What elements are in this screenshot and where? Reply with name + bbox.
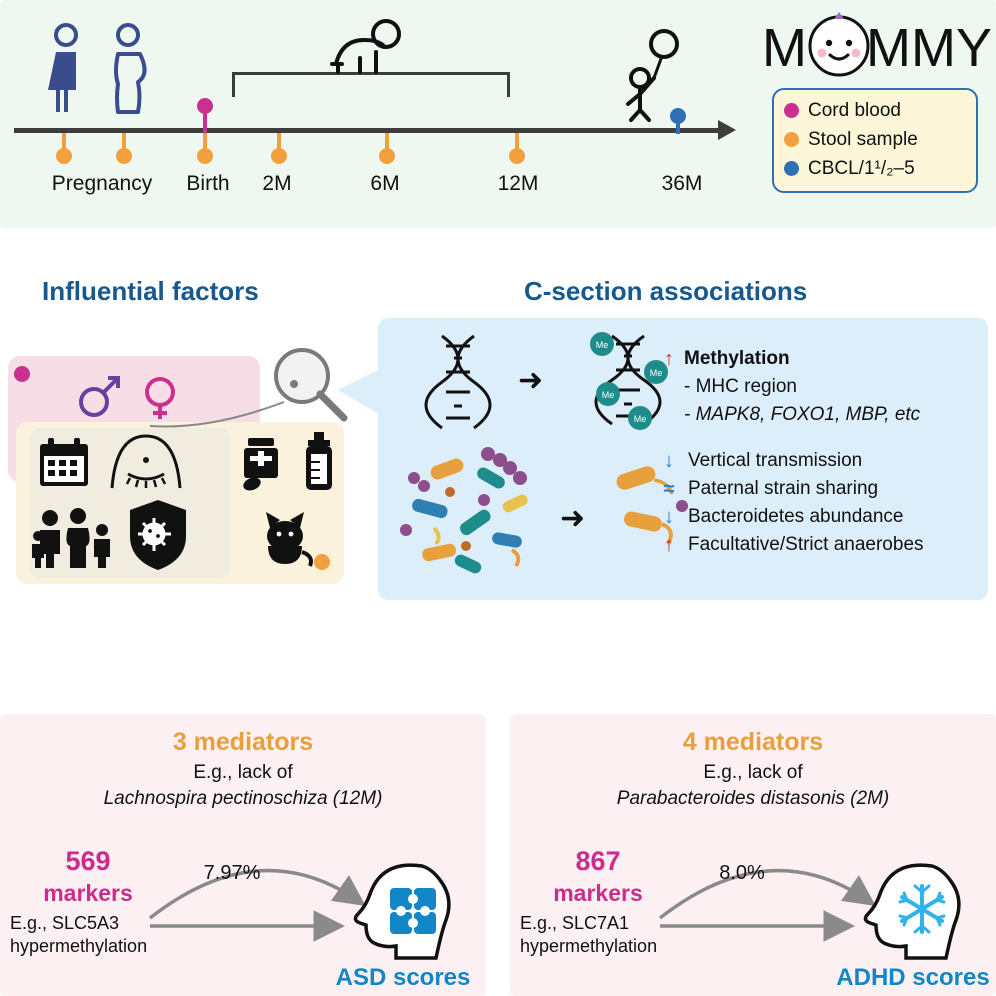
calendar-icon (38, 438, 90, 488)
stool-sample-dot (314, 554, 330, 570)
adhd-mediation-panel (510, 714, 996, 996)
mommy-logo-svg (762, 12, 992, 82)
stool-sample-dot (509, 148, 525, 164)
baby-cheek-left-icon (818, 49, 827, 58)
adhd-mediators-example (510, 760, 996, 812)
adhd-direct-arrow (660, 914, 860, 938)
legend-item-stool-sample (784, 125, 966, 154)
timeline-stalk-birth-cord (203, 112, 207, 134)
bacteroidetes-down-arrow-icon: ↓ (664, 506, 674, 528)
toddler-icon (616, 22, 682, 120)
stool-sample-dot (116, 148, 132, 164)
asd-mediators-example-line2: Lachnospira pectinoschiza (12M) (103, 788, 383, 809)
baby-cheek-right-icon (852, 49, 861, 58)
influential-cream-card (16, 422, 344, 584)
woman-icon (48, 25, 76, 112)
csection-associations-title: C-section associations (524, 276, 808, 306)
cord-blood-dot-icon (784, 103, 799, 118)
svg-text:Me: Me (649, 368, 663, 378)
magnifier-connector (150, 396, 290, 432)
bacteroidetes-label: Bacteroidetes abundance (688, 506, 904, 527)
adhd-markers-example-line2: hypermethylation (520, 936, 658, 956)
baby-face-icon (810, 17, 868, 75)
formula-bottle-icon (298, 432, 340, 492)
asd-direct-arrow (150, 914, 350, 938)
timeline-label-birth: Birth (186, 172, 230, 195)
stool-sample-dot (271, 148, 287, 164)
timeline-panel (0, 0, 996, 228)
methylation-finding-label: Methylation (684, 348, 790, 369)
cbcl-dot (670, 108, 686, 124)
methylation-up-arrow-icon: ↑ (664, 348, 674, 370)
timeline-axis (14, 128, 724, 133)
adhd-mediators-example-line1: E.g., lack of (703, 762, 803, 783)
asd-mediators-example (0, 760, 486, 812)
cbcl-dot-icon (784, 161, 799, 176)
adhd-markers-eg-text: E.g., SLC7A1 (520, 913, 630, 933)
baby-eye-right-icon (846, 40, 852, 46)
baby-eye-left-icon (826, 40, 832, 46)
asd-mediators-count: 3 mediators (172, 728, 314, 756)
legend-label-cbcl: CBCL/1¹/₂–5 (808, 157, 915, 179)
medication-icon (238, 436, 286, 490)
timeline-arrowhead (718, 120, 736, 140)
paternal-strain-sharing-label: Paternal strain sharing (688, 478, 879, 499)
parent-figures-icons (38, 22, 168, 114)
stool-sample-dot (197, 148, 213, 164)
adhd-markers-word: markers (553, 880, 643, 906)
infection-shield-icon (124, 498, 192, 572)
asd-mediators-example-line1: E.g., lack of (193, 762, 293, 783)
cord-blood-dot (14, 366, 30, 382)
adhd-mediators-example-line2: Parabacteroides distasonis (2M) (616, 788, 890, 809)
asd-markers-example-line1 (10, 912, 147, 935)
adhd-mediated-percent: 8.0% (719, 862, 765, 884)
dna-helix-icon (428, 336, 490, 428)
timeline-label-36m: 36M (661, 172, 703, 195)
legend-label-stool-sample: Stool sample (808, 128, 918, 150)
timeline-label-6m: 6M (370, 172, 400, 195)
dna-methylated-icon (578, 332, 678, 432)
c-section-belly-icon (106, 434, 186, 492)
baby-hair-tuft-icon (834, 12, 844, 19)
csection-associations-panel (378, 318, 988, 600)
genes-label (684, 404, 920, 426)
vertical-transmission-down-arrow-icon: ↓ (664, 450, 674, 472)
puzzle-brain-icon (352, 862, 452, 958)
adhd-outcome-label: ADHD scores (836, 964, 990, 991)
mhc-region-label: - MHC region (684, 376, 797, 397)
influential-to-csection-arrow (336, 366, 388, 420)
mommy-logo (762, 12, 992, 82)
svg-text:Me: Me (633, 414, 647, 424)
asd-markers-eg-text: E.g., SLC5A3 (10, 913, 120, 933)
timeline-label-pregnancy: Pregnancy (51, 172, 153, 195)
asd-markers-example (10, 912, 147, 958)
asd-mediated-percent: 7.97% (203, 862, 261, 884)
genes-italic: - MAPK8, FOXO1, MBP, etc (684, 404, 921, 425)
anaerobes-up-arrow-icon: ↑ (664, 534, 674, 556)
vertical-transmission-label: Vertical transmission (688, 450, 863, 471)
anaerobes-label: Facultative/Strict anaerobes (688, 534, 924, 555)
adhd-markers-example (520, 912, 657, 958)
asd-markers-example-line2: hypermethylation (10, 936, 148, 956)
legend-item-cord-blood (784, 96, 966, 125)
stool-sample-dot-icon (784, 132, 799, 147)
svg-text:Me: Me (595, 340, 609, 350)
influential-factors-title: Influential factors (42, 276, 259, 306)
legend-label-cord-blood: Cord blood (808, 99, 901, 121)
adhd-markers-number: 867 (575, 846, 621, 876)
stool-sample-dot (379, 148, 395, 164)
svg-text:Me: Me (601, 390, 615, 400)
asd-markers-number: 569 (65, 846, 111, 876)
legend-item-cbcl (784, 154, 966, 183)
pet-cat-icon (254, 508, 316, 566)
timeline-label-2m: 2M (262, 172, 292, 195)
family-icon (34, 506, 120, 568)
gut-microbiota-icon (392, 442, 552, 588)
timeline-label-12m: 12M (497, 172, 539, 195)
stool-sample-dot (56, 148, 72, 164)
cord-blood-dot (197, 98, 213, 114)
snowflake-brain-icon (862, 862, 962, 958)
asd-markers-word: markers (43, 880, 133, 906)
adhd-markers-example-line1 (520, 912, 657, 935)
crawling-baby-icon (316, 20, 412, 76)
mommy-wordmark-left: M (762, 18, 807, 78)
timeline-legend (772, 88, 978, 193)
adhd-mediators-count: 4 mediators (682, 728, 824, 756)
asd-mediation-panel (0, 714, 486, 996)
paternal-sharing-approx-icon: ≈ (663, 478, 675, 500)
asd-outcome-label: ASD scores (335, 964, 471, 991)
mommy-wordmark-right: MMY (866, 18, 992, 78)
pregnant-woman-icon (116, 25, 145, 112)
csection-arrow-methylation: ➜ (518, 364, 544, 397)
csection-arrow-microbiome: ➜ (560, 502, 586, 535)
